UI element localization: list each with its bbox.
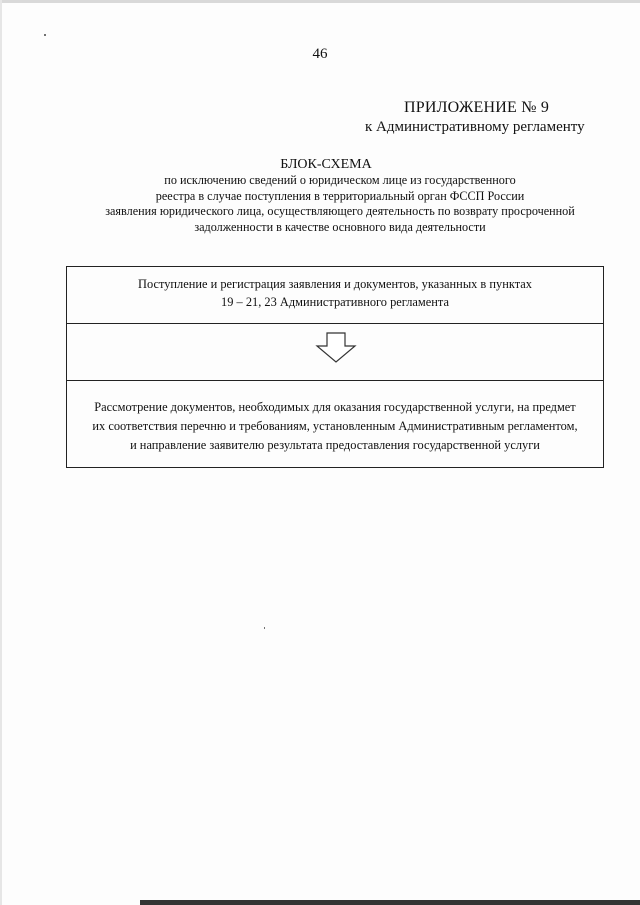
description-line: по исключению сведений о юридическом лице из государственного (164, 173, 516, 187)
scan-speck (264, 627, 265, 629)
flow-step-line: 19 – 21, 23 Административного регламента (221, 295, 449, 309)
scan-edge-bottom (140, 900, 640, 905)
flow-step-line: Рассмотрение документов, необходимых для оказания государственной услуги, на предмет (94, 400, 576, 414)
flow-arrow-zone (67, 324, 603, 381)
scan-edge-top (0, 0, 640, 3)
description-line: задолженности в качестве основного вида деятельности (194, 219, 486, 234)
page-number: 46 (312, 46, 328, 62)
document-heading: БЛОК-СХЕМА (280, 157, 372, 172)
description-line: реестра в случае поступления в территориальный орган ФССП России (155, 188, 525, 203)
flow-step-line: и направление заявителю результата предоставления государственной услуги (130, 438, 540, 452)
down-arrow-icon (315, 332, 357, 364)
flowchart (66, 266, 604, 468)
appendix-subtitle: к Административному регламенту (365, 119, 585, 135)
flow-step-line: их соответствия перечню и требованиям, установленным Административным регламентом, (92, 419, 578, 433)
description-line: заявления юридического лица, осуществляющего деятельность по возврату просроченной (105, 204, 575, 218)
document-description (60, 173, 620, 235)
appendix-title: ПРИЛОЖЕНИЕ № 9 (404, 99, 550, 116)
flow-step-line: Поступление и регистрация заявления и документов, указанных в пунктах (138, 277, 532, 291)
scan-edge-left (0, 0, 2, 905)
flow-step-registration (67, 267, 603, 324)
scan-speck (44, 34, 46, 36)
flow-step-review (67, 381, 603, 467)
